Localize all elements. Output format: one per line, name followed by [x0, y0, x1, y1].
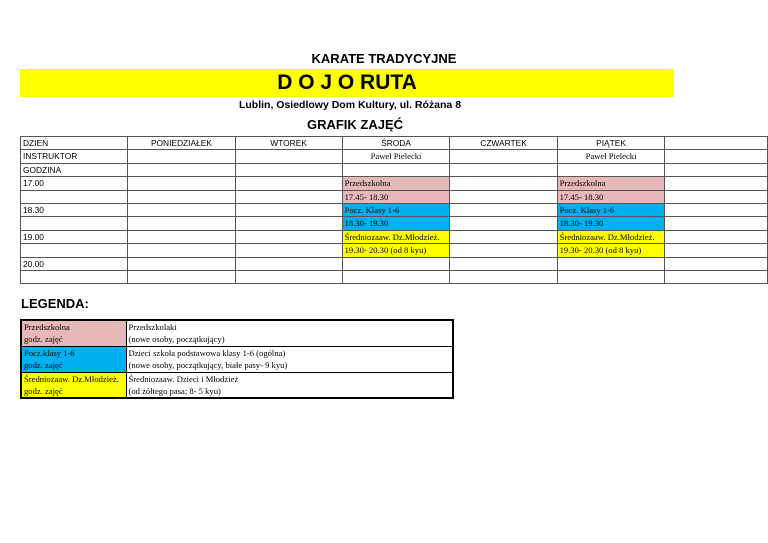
class-intermediate-name: Średniozaaw. Dz.Młodzież.: [342, 230, 450, 243]
legend-row: [21, 320, 453, 333]
legend-description: (nowe osoby, początkujący): [128, 334, 225, 345]
class-beginners-hours: 18.30- 19.30: [557, 217, 665, 230]
legend-row: [21, 372, 453, 385]
day-header: ŚRODA: [342, 137, 450, 150]
time-cell: 19.00: [21, 230, 128, 243]
legend-description: Średniozaaw. Dzieci i Młodzież: [126, 372, 453, 385]
class-beginners-hours: 18.30- 19.30: [342, 217, 450, 230]
time-cell: 18.30: [21, 203, 128, 216]
legend-key: godz. zajęć: [21, 385, 126, 398]
legend-row: [21, 346, 453, 359]
class-preschool-hours: 17.45- 18.30: [342, 190, 450, 203]
legend-table: [20, 319, 454, 399]
legend-row: [21, 359, 453, 372]
class-beginners-name: Pocz. Klasy 1-6: [342, 203, 450, 216]
legend-row: [21, 333, 453, 346]
table-row: [21, 190, 768, 203]
class-preschool-name: Przedszkolna: [557, 177, 665, 190]
club-title: KARATE TRADYCYJNE: [311, 51, 457, 66]
legend-title: LEGENDA:: [21, 296, 89, 311]
table-row: [21, 150, 768, 163]
table-row: [21, 137, 768, 150]
hour-label: GODZINA: [21, 163, 128, 176]
legend-key: Przedszkolna: [21, 320, 126, 333]
day-header: PONIEDZIAŁEK: [128, 137, 235, 150]
instructor-name: Paweł Pielecki: [342, 150, 450, 163]
time-cell: 20.00: [21, 257, 128, 270]
day-header: CZWARTEK: [450, 137, 557, 150]
legend-description: Przedszkolaki: [126, 320, 453, 333]
class-intermediate-hours: 19.30- 20.30 (od 8 kyu): [557, 244, 665, 257]
time-cell: 17.00: [21, 177, 128, 190]
class-preschool-hours: 17.45- 18.30: [557, 190, 665, 203]
legend-description: (od żółtego pasa; 8- 5 kyu): [128, 385, 221, 396]
legend-key: godz. zajęć: [21, 333, 126, 346]
instructor-name: Paweł Pielecki: [557, 150, 665, 163]
instructor-label: INSTRUKTOR: [21, 150, 128, 163]
legend-description: Dzieci szkoła podstawowa klasy 1-6 (ogólna): [126, 346, 453, 359]
class-beginners-name: Pocz. Klasy 1-6: [557, 203, 665, 216]
legend-key: Pocz.klasy 1-6: [21, 346, 126, 359]
address: Lublin, Osiedlowy Dom Kultury, ul. Różana 8: [238, 99, 462, 111]
table-row: [21, 177, 768, 190]
table-row: [21, 217, 768, 230]
table-row: [21, 230, 768, 243]
day-label: DZIEŃ: [21, 137, 128, 150]
table-row: [21, 257, 768, 270]
class-intermediate-hours: 19.30- 20.30 (od 8 kyu): [342, 244, 450, 257]
class-preschool-name: Przedszkolna: [342, 177, 450, 190]
table-row: [21, 163, 768, 176]
dojo-banner: D O J O RUTA: [20, 69, 674, 97]
table-row: [21, 270, 768, 283]
day-header: PIĄTEK: [557, 137, 665, 150]
table-row: [21, 203, 768, 216]
day-header: WTOREK: [235, 137, 342, 150]
legend-key: Średniozaaw. Dz.Młodzież.: [21, 372, 126, 385]
class-intermediate-name: Średniozaaw. Dz.Młodzież.: [557, 230, 665, 243]
legend-row: [21, 385, 453, 398]
legend-description: (nowe osoby, początkujący, białe pasy- 9 kyu): [128, 360, 288, 371]
schedule-table: [20, 136, 768, 284]
schedule-title: GRAFIK ZAJĘĆ: [306, 117, 404, 132]
legend-key: godz. zajęć: [21, 359, 126, 372]
table-row: [21, 244, 768, 257]
